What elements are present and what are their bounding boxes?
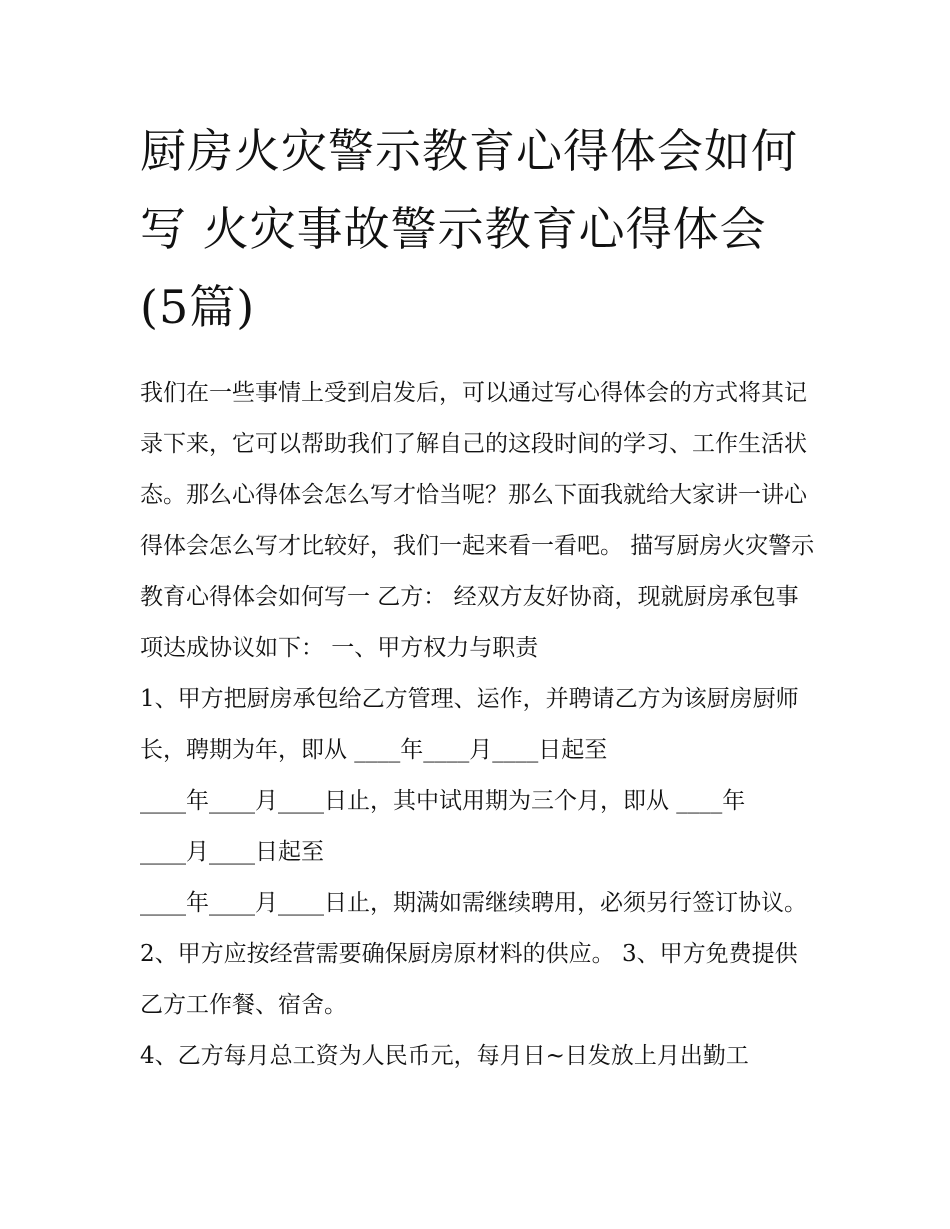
document-title: 厨房火灾警示教育心得体会如何写 火灾事故警示教育心得体会(5篇) [140,124,798,334]
clause-1-continued: ____年____月____日止，其中试用期为三个月，即从 ____年 [140,788,746,814]
clause-1-paragraph: 1、甲方把厨房承包给乙方管理、运作，并聘请乙方为该厨房厨师长，聘期为年，即从 ____年____月____日起至 [140,686,799,763]
clause-4-paragraph: 4、乙方每月总工资为人民币元，每月日~日发放上月出勤工 [140,1043,749,1069]
clause-1-trial-start: ____月____日起至 [140,839,324,865]
intro-paragraph: 我们在一些事情上受到启发后，可以通过写心得体会的方式将其记录下来，它可以帮助我们了解自己的这段时间的学习、工作生活状态。那么心得体会怎么写才恰当呢？那么下面我就给大家讲一讲心得体会怎么写才比较好，我们一起来看一看吧。 描写厨房火灾警示教育心得体会如何写一 乙方： 经双方友好协商，现就厨房承包事项达成协议如下： 一、甲方权力与职责 [140,380,815,661]
document-page [140,112,815,1082]
document-body [140,368,815,1082]
clause-1-end-and-clauses-2-3: ____年____月____日止，期满如需继续聘用，必须另行签订协议。 2、甲方应按经营需要确保厨房原材料的供应。 3、甲方免费提供乙方工作餐、宿舍。 [140,890,807,1018]
